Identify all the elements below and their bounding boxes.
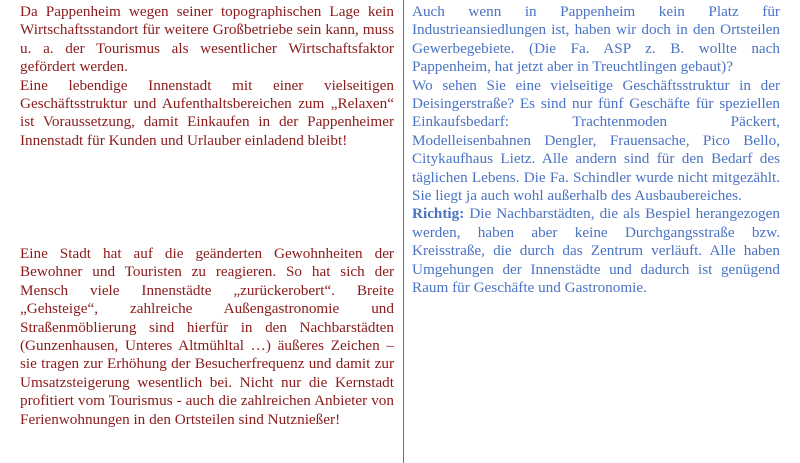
- left-paragraph-3: Eine Stadt hat auf die geänderten Gewohnheiten der Bewohner und Touristen zu reagieren. So hat sich der Mensch viele Innenstädte „zurückerobert“. Breite „Gehsteige“, zahlreiche Außengastronomie und Straßenmöblierung sind hierfür in den Nachbarstädten (Gunzenhausen, Unteres Altmühltal …) äußeres Zeichen – sie tragen zur Erhöhung der Besucherfrequenz und damit zur Umsatzsteigerung wesentlich bei. Nicht nur die Kernstadt profitiert vom Tourismus - auch die zahlreichen Anbieter von Ferienwohnungen in den Ortsteilen sind Nutznießer!: [20, 245, 394, 428]
- right-paragraph-3-text: Die Nachbarstädten, die als Bespiel herangezogen werden, haben aber keine Durchgangsstraße bzw. Kreisstraße, die durch das Zentrum verläuft. Alle haben Umgehungen der Innenstädte und dadurch ist genügend Raum für Geschäfte und Gastronomie.: [412, 205, 780, 297]
- right-block: [412, 3, 780, 298]
- right-column: [412, 0, 780, 463]
- left-lower-block: [20, 245, 394, 429]
- left-column: [20, 0, 394, 463]
- left-paragraph-2: Eine lebendige Innenstadt mit einer vielseitigen Geschäftsstruktur und Aufenthaltsbereichen zum „Relaxen“ ist Voraussetzung, damit Einkaufen in der Pappenheimer Innenstadt für Kunden und Urlauber einladend bleibt!: [20, 76, 394, 149]
- right-paragraph-1: Auch wenn in Pappenheim kein Platz für Industrieansiedlungen ist, haben wir doch in den Ortsteilen Gewerbegebiete. (Die Fa. ASP z. B. wollte nach Pappenheim, hat jetzt aber in Treuchtlingen gebaut)?: [412, 3, 780, 76]
- right-paragraph-2: Wo sehen Sie eine vielseitige Geschäftsstruktur in der Deisingerstraße? Es sind nur fünf Geschäfte für speziellen Einkaufsbedarf: Trachtenmoden Päckert, Modelleisenbahnen Dengler, Frauensache, Pico Bello, Citykaufhaus Lietz. Alle andern sind für den Bedarf des täglichen Lebens. Die Fa. Schindler wurde nicht mitgezählt. Sie liegt ja auch wohl außerhalb des Ausbaubereiches.: [412, 76, 780, 205]
- left-intro-block: [20, 3, 394, 150]
- left-paragraph-1: Da Pappenheim wegen seiner topographischen Lage kein Wirtschaftsstandort für weitere Großbetriebe sein kann, muss u. a. der Tourismus als wesentlicher Wirtschaftsfaktor gefördert werden.: [20, 3, 394, 76]
- right-paragraph-3: [412, 205, 780, 297]
- column-divider: [403, 0, 404, 463]
- richtig-label: Richtig:: [412, 205, 465, 223]
